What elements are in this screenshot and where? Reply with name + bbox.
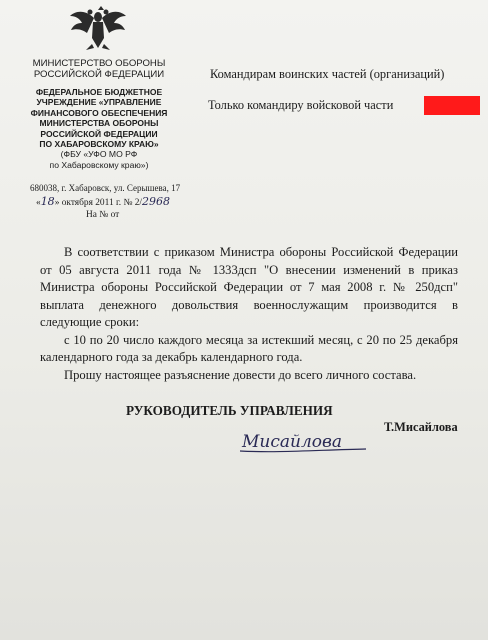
signatory-title: РУКОВОДИТЕЛЬ УПРАВЛЕНИЯ bbox=[126, 403, 333, 418]
institution-line: ФЕДЕРАЛЬНОЕ БЮДЖЕТНОЕ bbox=[35, 87, 163, 97]
handwritten-document-number: 2968 bbox=[142, 195, 171, 208]
handwritten-signature bbox=[238, 423, 368, 459]
ministry-line: РОССИЙСКОЙ ФЕДЕРАЦИИ bbox=[33, 69, 165, 80]
institution-short-name: (ФБУ «УФО МО РФ bbox=[60, 149, 138, 160]
recipient-line: Командирам воинских частей (организаций) bbox=[210, 67, 445, 81]
double-headed-eagle-emblem-icon bbox=[68, 4, 128, 52]
body-paragraph: Прошу настоящее разъяснение довести до всего личного состава. bbox=[64, 367, 417, 382]
institution-line: ФИНАНСОВОГО ОБЕСПЕЧЕНИЯ bbox=[30, 107, 168, 118]
signatory-name: Т.Мисайлова bbox=[384, 420, 458, 434]
handwritten-date-day: 18 bbox=[40, 195, 55, 208]
body-paragraph: с 10 по 20 число каждого месяца за истекший месяц, с 20 по 25 декабря календарного года за декабрь календарного года. bbox=[40, 332, 458, 364]
institution-line: УЧРЕЖДЕНИЕ «УПРАВЛЕНИЕ bbox=[36, 97, 162, 108]
document-date-line bbox=[36, 195, 170, 208]
institution-line: МИНИСТЕРСТВА ОБОРОНЫ bbox=[39, 118, 159, 129]
ministry-name bbox=[14, 58, 184, 80]
date-text: » октября 2011 г. № 2/ bbox=[54, 198, 143, 208]
institution-name bbox=[14, 87, 184, 170]
recipient-line: Только командиру войсковой части bbox=[208, 98, 394, 112]
sender-address: 680038, г. Хабаровск, ул. Серышева, 17 bbox=[30, 183, 181, 193]
redaction-box bbox=[424, 96, 480, 115]
body-paragraph: В соответствии с приказом Министра обороны Российской Федерации от 05 августа 2011 года № 1333дсп "О внесении изменений в приказ Министра обороны Российской Федерации от 7 мая 2008 г. № 250дсп" выплата денежного довольствия военнослужащим производится в следующие сроки: bbox=[40, 245, 458, 329]
institution-short-name: по Хабаровскому краю») bbox=[49, 159, 149, 170]
reference-line: На № от bbox=[86, 210, 120, 220]
ministry-line: МИНИСТЕРСТВО ОБОРОНЫ bbox=[32, 58, 166, 69]
letter-body bbox=[40, 244, 458, 384]
institution-line: РОССИЙСКОЙ ФЕДЕРАЦИИ bbox=[40, 128, 158, 139]
signature-text: Мисайлова bbox=[242, 432, 343, 452]
institution-line: ПО ХАБАРОВСКОМУ КРАЮ» bbox=[39, 139, 159, 150]
date-quote-open: « bbox=[36, 198, 41, 208]
